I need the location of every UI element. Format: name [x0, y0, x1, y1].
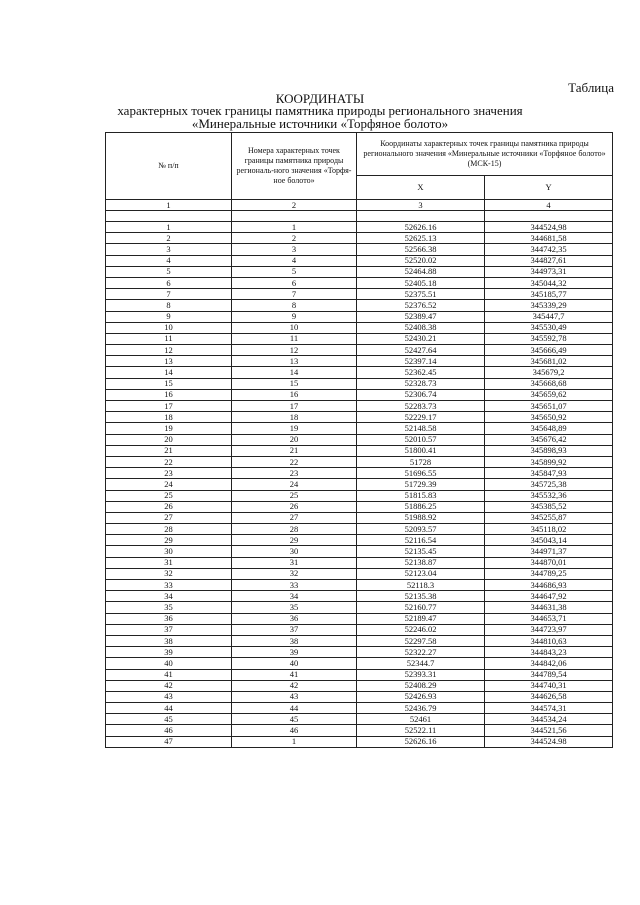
point-number: 29 — [232, 535, 357, 546]
point-number: 32 — [232, 568, 357, 579]
table-row — [106, 714, 613, 725]
table-row — [106, 501, 613, 512]
row-index: 14 — [106, 367, 232, 378]
table-row — [106, 289, 613, 300]
coord-x: 51728 — [357, 456, 485, 467]
table-row — [106, 635, 613, 646]
point-number: 2 — [232, 233, 357, 244]
column-number: 4 — [485, 200, 613, 211]
row-index: 31 — [106, 557, 232, 568]
row-index: 15 — [106, 378, 232, 389]
header-col-point-number: Номера характерных точек границы памятника природы региональ-ного значения «Торфя-ное болото» — [232, 133, 357, 200]
coord-y: 344653,71 — [485, 613, 613, 624]
table-row — [106, 356, 613, 367]
coord-x: 52010.57 — [357, 434, 485, 445]
coord-x: 52322.27 — [357, 647, 485, 658]
coord-y: 344626,58 — [485, 691, 613, 702]
point-number: 4 — [232, 255, 357, 266]
point-number: 33 — [232, 580, 357, 591]
point-number: 28 — [232, 524, 357, 535]
coord-x: 52118.3 — [357, 580, 485, 591]
coord-y: 345679,2 — [485, 367, 613, 378]
coord-y: 345447,7 — [485, 311, 613, 322]
table-row — [106, 367, 613, 378]
row-index: 16 — [106, 389, 232, 400]
row-index: 32 — [106, 568, 232, 579]
table-row — [106, 322, 613, 333]
coord-y: 344973,31 — [485, 266, 613, 277]
table-row — [106, 568, 613, 579]
coord-x: 52328.73 — [357, 378, 485, 389]
spacer-cell — [106, 211, 232, 222]
coord-y: 344842,06 — [485, 658, 613, 669]
column-number: 2 — [232, 200, 357, 211]
column-number-row — [106, 200, 613, 211]
row-index: 20 — [106, 434, 232, 445]
point-number: 30 — [232, 546, 357, 557]
row-index: 33 — [106, 580, 232, 591]
coord-x: 52436.79 — [357, 703, 485, 714]
coord-y: 344810,63 — [485, 635, 613, 646]
coord-y: 345339,29 — [485, 300, 613, 311]
coord-x: 52625.13 — [357, 233, 485, 244]
coord-x: 52430.21 — [357, 333, 485, 344]
coord-x: 52522.11 — [357, 725, 485, 736]
row-index: 9 — [106, 311, 232, 322]
row-index: 41 — [106, 669, 232, 680]
table-row — [106, 389, 613, 400]
table-row — [106, 412, 613, 423]
table-row — [106, 680, 613, 691]
coord-x: 52375.51 — [357, 289, 485, 300]
row-index: 44 — [106, 703, 232, 714]
coord-x: 52408.38 — [357, 322, 485, 333]
table-row — [106, 535, 613, 546]
row-index: 26 — [106, 501, 232, 512]
table-row — [106, 512, 613, 523]
point-number: 31 — [232, 557, 357, 568]
table-row — [106, 602, 613, 613]
coord-y: 344971,37 — [485, 546, 613, 557]
coord-y: 344521,56 — [485, 725, 613, 736]
coord-y: 344740,31 — [485, 680, 613, 691]
point-number: 42 — [232, 680, 357, 691]
point-number: 1 — [232, 222, 357, 233]
row-index: 39 — [106, 647, 232, 658]
table-row — [106, 378, 613, 389]
coord-x: 52160.77 — [357, 602, 485, 613]
coord-x: 52135.45 — [357, 546, 485, 557]
spacer-cell — [485, 211, 613, 222]
point-number: 25 — [232, 490, 357, 501]
point-number: 12 — [232, 345, 357, 356]
point-number: 20 — [232, 434, 357, 445]
table-row — [106, 423, 613, 434]
document-subtitle: характерных точек границы памятника природы регионального значения — [117, 103, 523, 118]
row-index: 21 — [106, 445, 232, 456]
coord-y: 344647,92 — [485, 591, 613, 602]
row-index: 18 — [106, 412, 232, 423]
table-row — [106, 591, 613, 602]
coord-x: 51696.55 — [357, 468, 485, 479]
point-number: 35 — [232, 602, 357, 613]
coord-x: 52135.38 — [357, 591, 485, 602]
coord-x: 52520.02 — [357, 255, 485, 266]
coord-y: 344742,35 — [485, 244, 613, 255]
table-row — [106, 266, 613, 277]
row-index: 36 — [106, 613, 232, 624]
coord-x: 52626.16 — [357, 736, 485, 747]
point-number: 13 — [232, 356, 357, 367]
coord-x: 52405.18 — [357, 277, 485, 288]
coord-y: 344686,93 — [485, 580, 613, 591]
point-number: 14 — [232, 367, 357, 378]
coord-x: 52427.64 — [357, 345, 485, 356]
coord-x: 52464.88 — [357, 266, 485, 277]
coord-x: 52246.02 — [357, 624, 485, 635]
coord-x: 52397.14 — [357, 356, 485, 367]
spacer-row — [106, 211, 613, 222]
coord-y: 344574,31 — [485, 703, 613, 714]
table-row — [106, 401, 613, 412]
point-number: 37 — [232, 624, 357, 635]
coord-x: 51886.25 — [357, 501, 485, 512]
table-row — [106, 456, 613, 467]
coord-y: 344534,24 — [485, 714, 613, 725]
row-index: 8 — [106, 300, 232, 311]
row-index: 34 — [106, 591, 232, 602]
table-row — [106, 580, 613, 591]
coord-y: 345044,32 — [485, 277, 613, 288]
row-index: 28 — [106, 524, 232, 535]
row-index: 19 — [106, 423, 232, 434]
coord-y: 345118,02 — [485, 524, 613, 535]
coord-y: 344843,23 — [485, 647, 613, 658]
row-index: 13 — [106, 356, 232, 367]
table-row — [106, 345, 613, 356]
coord-x: 52566.38 — [357, 244, 485, 255]
spacer-cell — [357, 211, 485, 222]
coord-x: 52426.93 — [357, 691, 485, 702]
coord-x: 52116.54 — [357, 535, 485, 546]
point-number: 7 — [232, 289, 357, 300]
table-row — [106, 557, 613, 568]
table-row — [106, 546, 613, 557]
row-index: 17 — [106, 401, 232, 412]
coord-x: 52093.57 — [357, 524, 485, 535]
table-row — [106, 691, 613, 702]
row-index: 11 — [106, 333, 232, 344]
coord-x: 52344.7 — [357, 658, 485, 669]
row-index: 37 — [106, 624, 232, 635]
document-title: КООРДИНАТЫ — [275, 91, 365, 106]
coord-x: 52389.47 — [357, 311, 485, 322]
coord-y: 344870,01 — [485, 557, 613, 568]
table-row — [106, 300, 613, 311]
coord-y: 344524,98 — [485, 222, 613, 233]
coord-y: 345592,78 — [485, 333, 613, 344]
table-row — [106, 647, 613, 658]
row-index: 40 — [106, 658, 232, 669]
coord-y: 344631,38 — [485, 602, 613, 613]
point-number: 38 — [232, 635, 357, 646]
table-row — [106, 255, 613, 266]
coord-y: 345532,36 — [485, 490, 613, 501]
coord-x: 52148.58 — [357, 423, 485, 434]
coord-y: 344681,58 — [485, 233, 613, 244]
table-row — [106, 277, 613, 288]
header-col-y: Y — [485, 175, 613, 199]
point-number: 45 — [232, 714, 357, 725]
coord-y: 345725,38 — [485, 479, 613, 490]
coord-y: 345847,93 — [485, 468, 613, 479]
point-number: 36 — [232, 613, 357, 624]
point-number: 41 — [232, 669, 357, 680]
row-index: 35 — [106, 602, 232, 613]
table-row — [106, 311, 613, 322]
coord-y: 344524.98 — [485, 736, 613, 747]
coord-y: 345676,42 — [485, 434, 613, 445]
point-number: 11 — [232, 333, 357, 344]
point-number: 44 — [232, 703, 357, 714]
point-number: 46 — [232, 725, 357, 736]
coord-x: 51815.83 — [357, 490, 485, 501]
coord-y: 345659,62 — [485, 389, 613, 400]
coord-x: 52283.73 — [357, 401, 485, 412]
row-index: 23 — [106, 468, 232, 479]
coordinates-body — [106, 222, 613, 748]
point-number: 27 — [232, 512, 357, 523]
coordinates-table — [105, 132, 613, 748]
table-row — [106, 233, 613, 244]
point-number: 10 — [232, 322, 357, 333]
coord-x: 52123.04 — [357, 568, 485, 579]
coord-y: 345898,93 — [485, 445, 613, 456]
header-col-x: X — [357, 175, 485, 199]
row-index: 1 — [106, 222, 232, 233]
table-row — [106, 658, 613, 669]
column-number: 1 — [106, 200, 232, 211]
table-row — [106, 434, 613, 445]
table-row — [106, 669, 613, 680]
coord-y: 345668,68 — [485, 378, 613, 389]
coord-x: 52362.45 — [357, 367, 485, 378]
point-number: 34 — [232, 591, 357, 602]
row-index: 29 — [106, 535, 232, 546]
coord-y: 345530,49 — [485, 322, 613, 333]
point-number: 17 — [232, 401, 357, 412]
spacer-cell — [232, 211, 357, 222]
column-number: 3 — [357, 200, 485, 211]
coord-y: 344789,54 — [485, 669, 613, 680]
coord-x: 51800.41 — [357, 445, 485, 456]
table-row — [106, 624, 613, 635]
point-number: 39 — [232, 647, 357, 658]
row-index: 22 — [106, 456, 232, 467]
table-row — [106, 736, 613, 747]
coord-x: 52189.47 — [357, 613, 485, 624]
point-number: 18 — [232, 412, 357, 423]
point-number: 9 — [232, 311, 357, 322]
header-coordinates-group: Координаты характерных точек границы памятника природы регионального значения «Минеральные источники «Торфяное болото» (МСК-15) — [357, 133, 613, 176]
row-index: 45 — [106, 714, 232, 725]
coord-x: 52376.52 — [357, 300, 485, 311]
point-number: 43 — [232, 691, 357, 702]
point-number: 21 — [232, 445, 357, 456]
point-number: 15 — [232, 378, 357, 389]
row-index: 12 — [106, 345, 232, 356]
point-number: 8 — [232, 300, 357, 311]
table-row — [106, 703, 613, 714]
coord-y: 345651,07 — [485, 401, 613, 412]
row-index: 47 — [106, 736, 232, 747]
row-index: 3 — [106, 244, 232, 255]
coord-y: 345185,77 — [485, 289, 613, 300]
coord-x: 52297.58 — [357, 635, 485, 646]
table-row — [106, 468, 613, 479]
document-subtitle-object: «Минеральные источники «Торфяное болото» — [191, 116, 449, 131]
table-row — [106, 613, 613, 624]
coord-y: 345650,92 — [485, 412, 613, 423]
row-index: 25 — [106, 490, 232, 501]
row-index: 24 — [106, 479, 232, 490]
row-index: 5 — [106, 266, 232, 277]
coord-y: 345385,52 — [485, 501, 613, 512]
point-number: 23 — [232, 468, 357, 479]
table-row — [106, 445, 613, 456]
coord-y: 345255,87 — [485, 512, 613, 523]
coord-x: 52138.87 — [357, 557, 485, 568]
coord-y: 345043,14 — [485, 535, 613, 546]
coord-x: 52408.29 — [357, 680, 485, 691]
point-number: 16 — [232, 389, 357, 400]
coord-x: 52306.74 — [357, 389, 485, 400]
point-number: 3 — [232, 244, 357, 255]
coord-x: 52229.17 — [357, 412, 485, 423]
row-index: 2 — [106, 233, 232, 244]
row-index: 6 — [106, 277, 232, 288]
coord-x: 52393.31 — [357, 669, 485, 680]
table-row — [106, 333, 613, 344]
coord-y: 345648,89 — [485, 423, 613, 434]
row-index: 4 — [106, 255, 232, 266]
coord-y: 344789,25 — [485, 568, 613, 579]
point-number: 26 — [232, 501, 357, 512]
row-index: 7 — [106, 289, 232, 300]
row-index: 43 — [106, 691, 232, 702]
table-caption: Таблица — [568, 80, 614, 95]
point-number: 40 — [232, 658, 357, 669]
row-index: 27 — [106, 512, 232, 523]
row-index: 38 — [106, 635, 232, 646]
row-index: 30 — [106, 546, 232, 557]
header-col-index: № п/п — [106, 133, 232, 200]
table-row — [106, 479, 613, 490]
table-row — [106, 725, 613, 736]
table-row — [106, 490, 613, 501]
point-number: 22 — [232, 456, 357, 467]
table-row — [106, 222, 613, 233]
point-number: 6 — [232, 277, 357, 288]
table-row — [106, 524, 613, 535]
coord-y: 344827,61 — [485, 255, 613, 266]
coord-y: 345899,92 — [485, 456, 613, 467]
coord-x: 51988.92 — [357, 512, 485, 523]
coord-x: 52626.16 — [357, 222, 485, 233]
coord-x: 51729.39 — [357, 479, 485, 490]
row-index: 42 — [106, 680, 232, 691]
point-number: 1 — [232, 736, 357, 747]
row-index: 10 — [106, 322, 232, 333]
coord-x: 52461 — [357, 714, 485, 725]
coord-y: 345666,49 — [485, 345, 613, 356]
row-index: 46 — [106, 725, 232, 736]
table-row — [106, 244, 613, 255]
point-number: 5 — [232, 266, 357, 277]
point-number: 19 — [232, 423, 357, 434]
coord-y: 345681,02 — [485, 356, 613, 367]
point-number: 24 — [232, 479, 357, 490]
header-row-top — [106, 133, 613, 176]
coord-y: 344723,97 — [485, 624, 613, 635]
